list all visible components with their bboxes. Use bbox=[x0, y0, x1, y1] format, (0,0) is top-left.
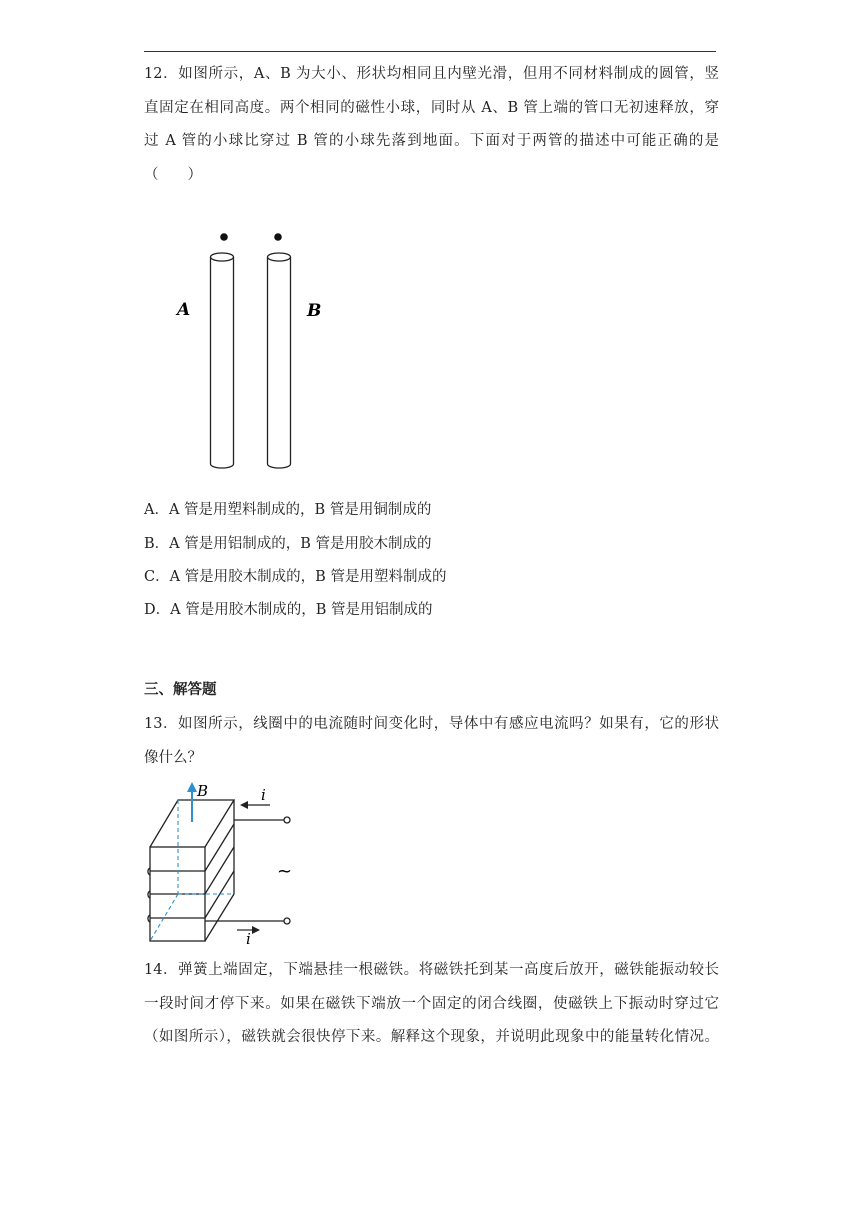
q12-line-2: 直固定在相同高度。两个相同的磁性小球，同时从 A、B 管上端的管口无初速释放，穿 bbox=[144, 99, 719, 116]
q13-line-1: 13．如图所示，线圈中的电流随时间变化时，导体中有感应电流吗？如果有，它的形状 bbox=[144, 716, 719, 732]
section-title: 三、解答题 bbox=[144, 681, 217, 698]
tubes-figure bbox=[170, 228, 330, 478]
option-d[interactable]: D．A 管是用胶木制成的，B 管是用铝制成的 bbox=[144, 602, 433, 618]
ball-b bbox=[274, 233, 282, 241]
tube-b-label: B bbox=[307, 301, 322, 321]
ac-source-symbol: ~ bbox=[277, 861, 293, 882]
q12-answer-blank: （ ） bbox=[144, 166, 202, 183]
q14-line-2: 一段时间才停下来。如果在磁铁下端放一个固定的闭合线圈，使磁铁上下振动时穿过它 bbox=[144, 995, 719, 1012]
tube-a bbox=[211, 253, 234, 468]
q12-line-3: 过 A 管的小球比穿过 B 管的小球先落到地面。下面对于两管的描述中可能正确的是 bbox=[144, 133, 719, 149]
option-a[interactable]: A．A 管是用塑料制成的，B 管是用铜制成的 bbox=[144, 502, 432, 518]
question-12-text bbox=[144, 58, 719, 192]
q13-line-2: 像什么？ bbox=[144, 749, 202, 766]
question-13-text bbox=[144, 708, 719, 775]
question-14-text bbox=[144, 954, 719, 1055]
q14-line-1: 14．弹簧上端固定，下端悬挂一根磁铁。将磁铁托到某一高度后放开，磁铁能振动较长 bbox=[144, 962, 719, 978]
field-label: B bbox=[197, 782, 209, 800]
option-b[interactable]: B．A 管是用铝制成的，B 管是用胶木制成的 bbox=[144, 536, 432, 552]
ball-a bbox=[220, 233, 228, 241]
coil-core-figure bbox=[140, 780, 300, 950]
tube-a-label: A bbox=[177, 300, 191, 320]
field-arrow-icon bbox=[187, 782, 197, 822]
q14-line-3: （如图所示），磁铁就会很快停下来。解释这个现象，并说明此现象中的能量转化情况。 bbox=[144, 1029, 719, 1045]
header-rule bbox=[144, 51, 716, 52]
option-c[interactable]: C．A 管是用胶木制成的，B 管是用塑料制成的 bbox=[144, 569, 447, 585]
current-label-bottom: i bbox=[246, 930, 251, 948]
core-box bbox=[148, 800, 293, 941]
tube-b bbox=[268, 253, 291, 468]
q12-line-1: 12．如图所示，A、B 为大小、形状均相同且内壁光滑，但用不同材料制成的圆管，竖 bbox=[144, 66, 719, 82]
current-label-top: i bbox=[261, 786, 266, 804]
